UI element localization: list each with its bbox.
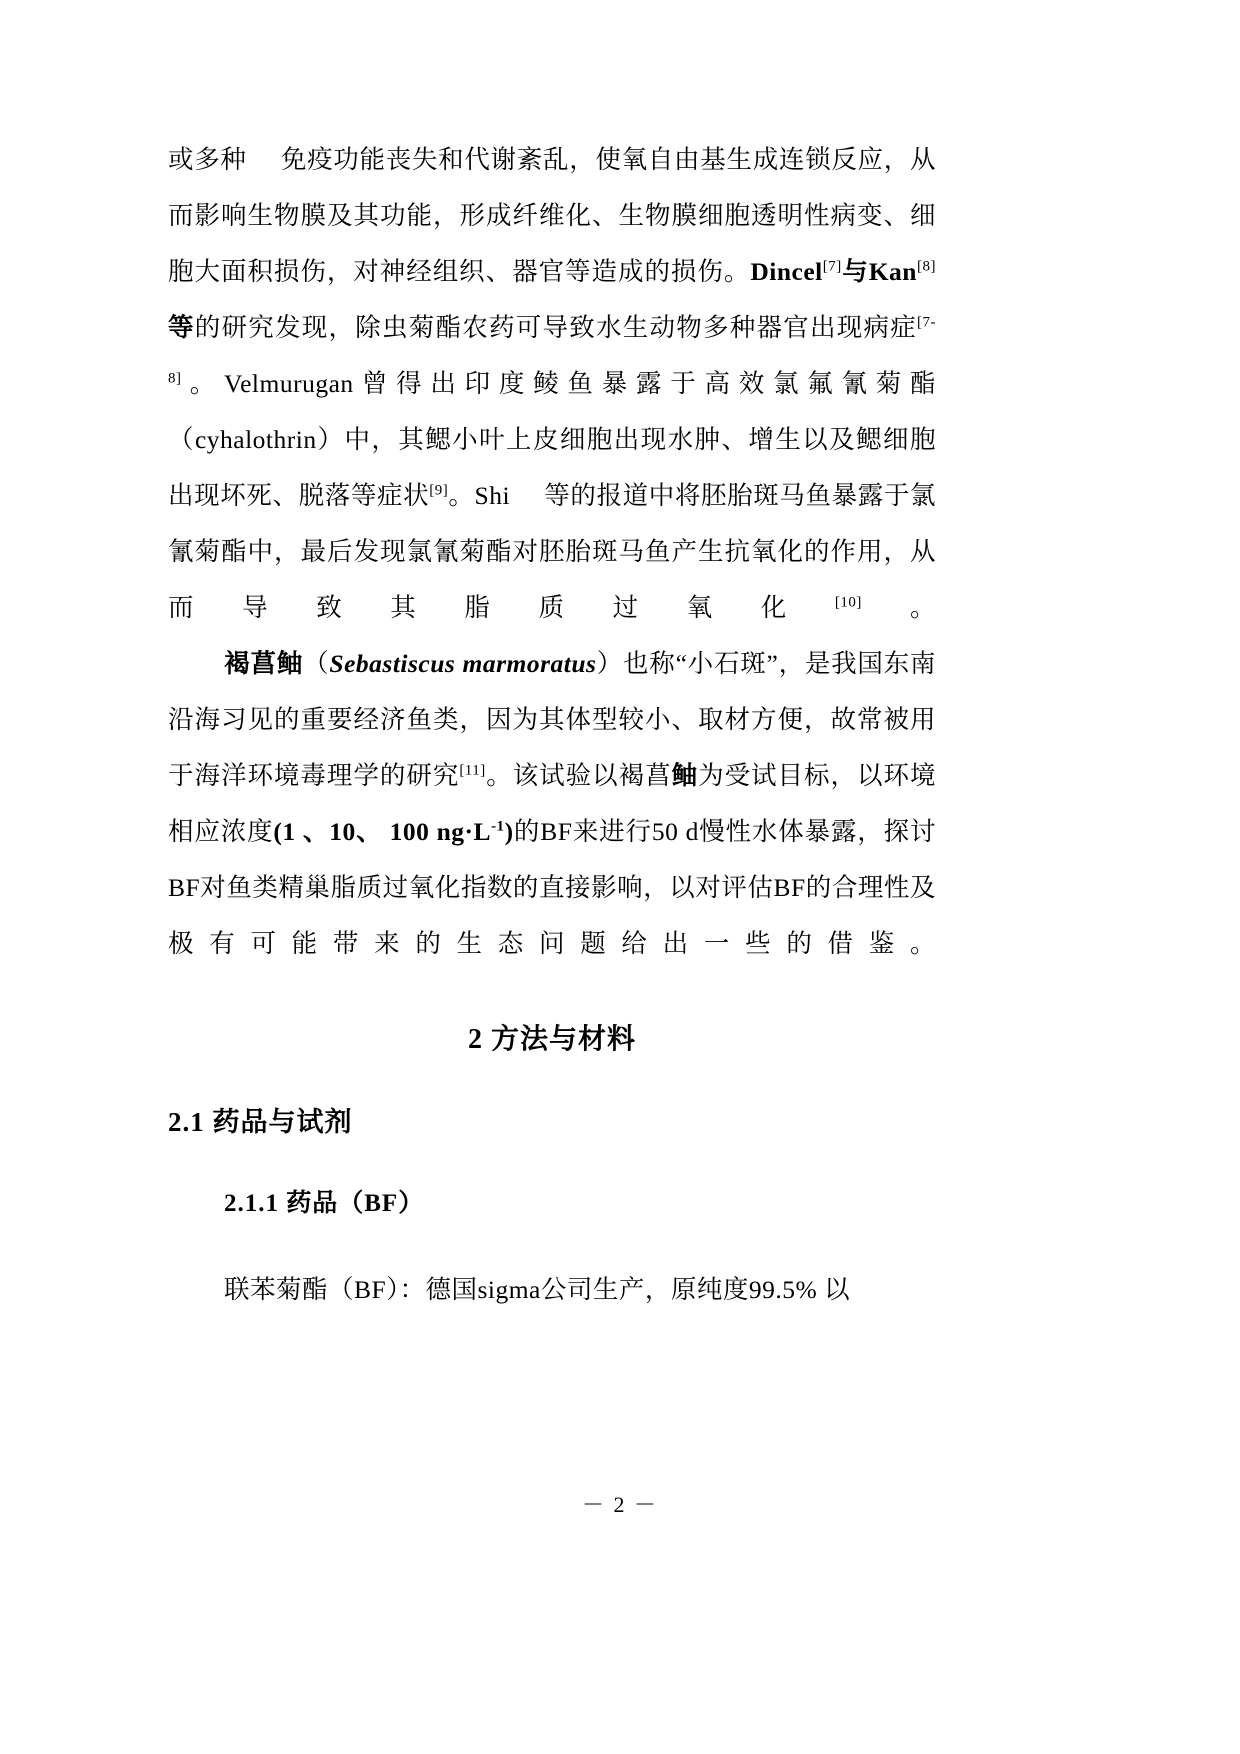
subsubsection-title	[168, 1176, 936, 1232]
final-paragraph-text: 联苯菊酯（BF）：德国sigma公司生产，原纯度99.5% 以	[224, 1275, 851, 1304]
page-number: － 2 －	[581, 1492, 658, 1517]
paragraph-1: 或多种 免疫功能丧失和代谢紊乱，使氧自由基生成连锁反应，从而影响生物膜及其功能，形成纤维化、生物膜细胞透明性病变、细胞大面积损伤，对神经组织、器官等造成的损伤。Dincel[7]与Kan[8]等的研究发现，除虫菊酯农药可导致水生动物多种器官出现病症[7-8]。Velmurugan曾得出印度鲮鱼暴露于高效氯氟氰菊酯（cyhalothrin）中，其鳃小叶上皮细胞出现水肿、增生以及鳃细胞出现坏死、脱落等症状[9]。Shi 等的报道中将胚胎斑马鱼暴露于氯氰菊酯中，最后发现氯氰菊酯对胚胎斑马鱼产生抗氧化的作用，从而导致其脂质过氧化[10]。	[168, 145, 936, 622]
section-title: 2 方法与材料	[467, 1024, 636, 1055]
page-content	[168, 132, 936, 1318]
subsection-title: 2.1 药品与试剂	[168, 1107, 353, 1137]
subsubsection-label: 2.1.1 药品（BF）	[224, 1190, 425, 1217]
paragraph-2: 褐菖鲉（Sebastiscus marmoratus）也称“小石斑”，是我国东南沿海习见的重要经济鱼类，因为其体型较小、取材方便，故常被用于海洋环境毒理学的研究[11]。该试验以褐菖鲉为受试目标，以环境相应浓度(1 、10、 100 $ng\cdot L^{-1}$)的BF来进行50 d慢性水体暴露，探讨BF对鱼类精巢脂质过氧化指数的直接影响，以对评估BF的合理性及极有可能带来的生态问题给出一些的借鉴。	[168, 649, 936, 958]
final-paragraph	[168, 1262, 936, 1318]
